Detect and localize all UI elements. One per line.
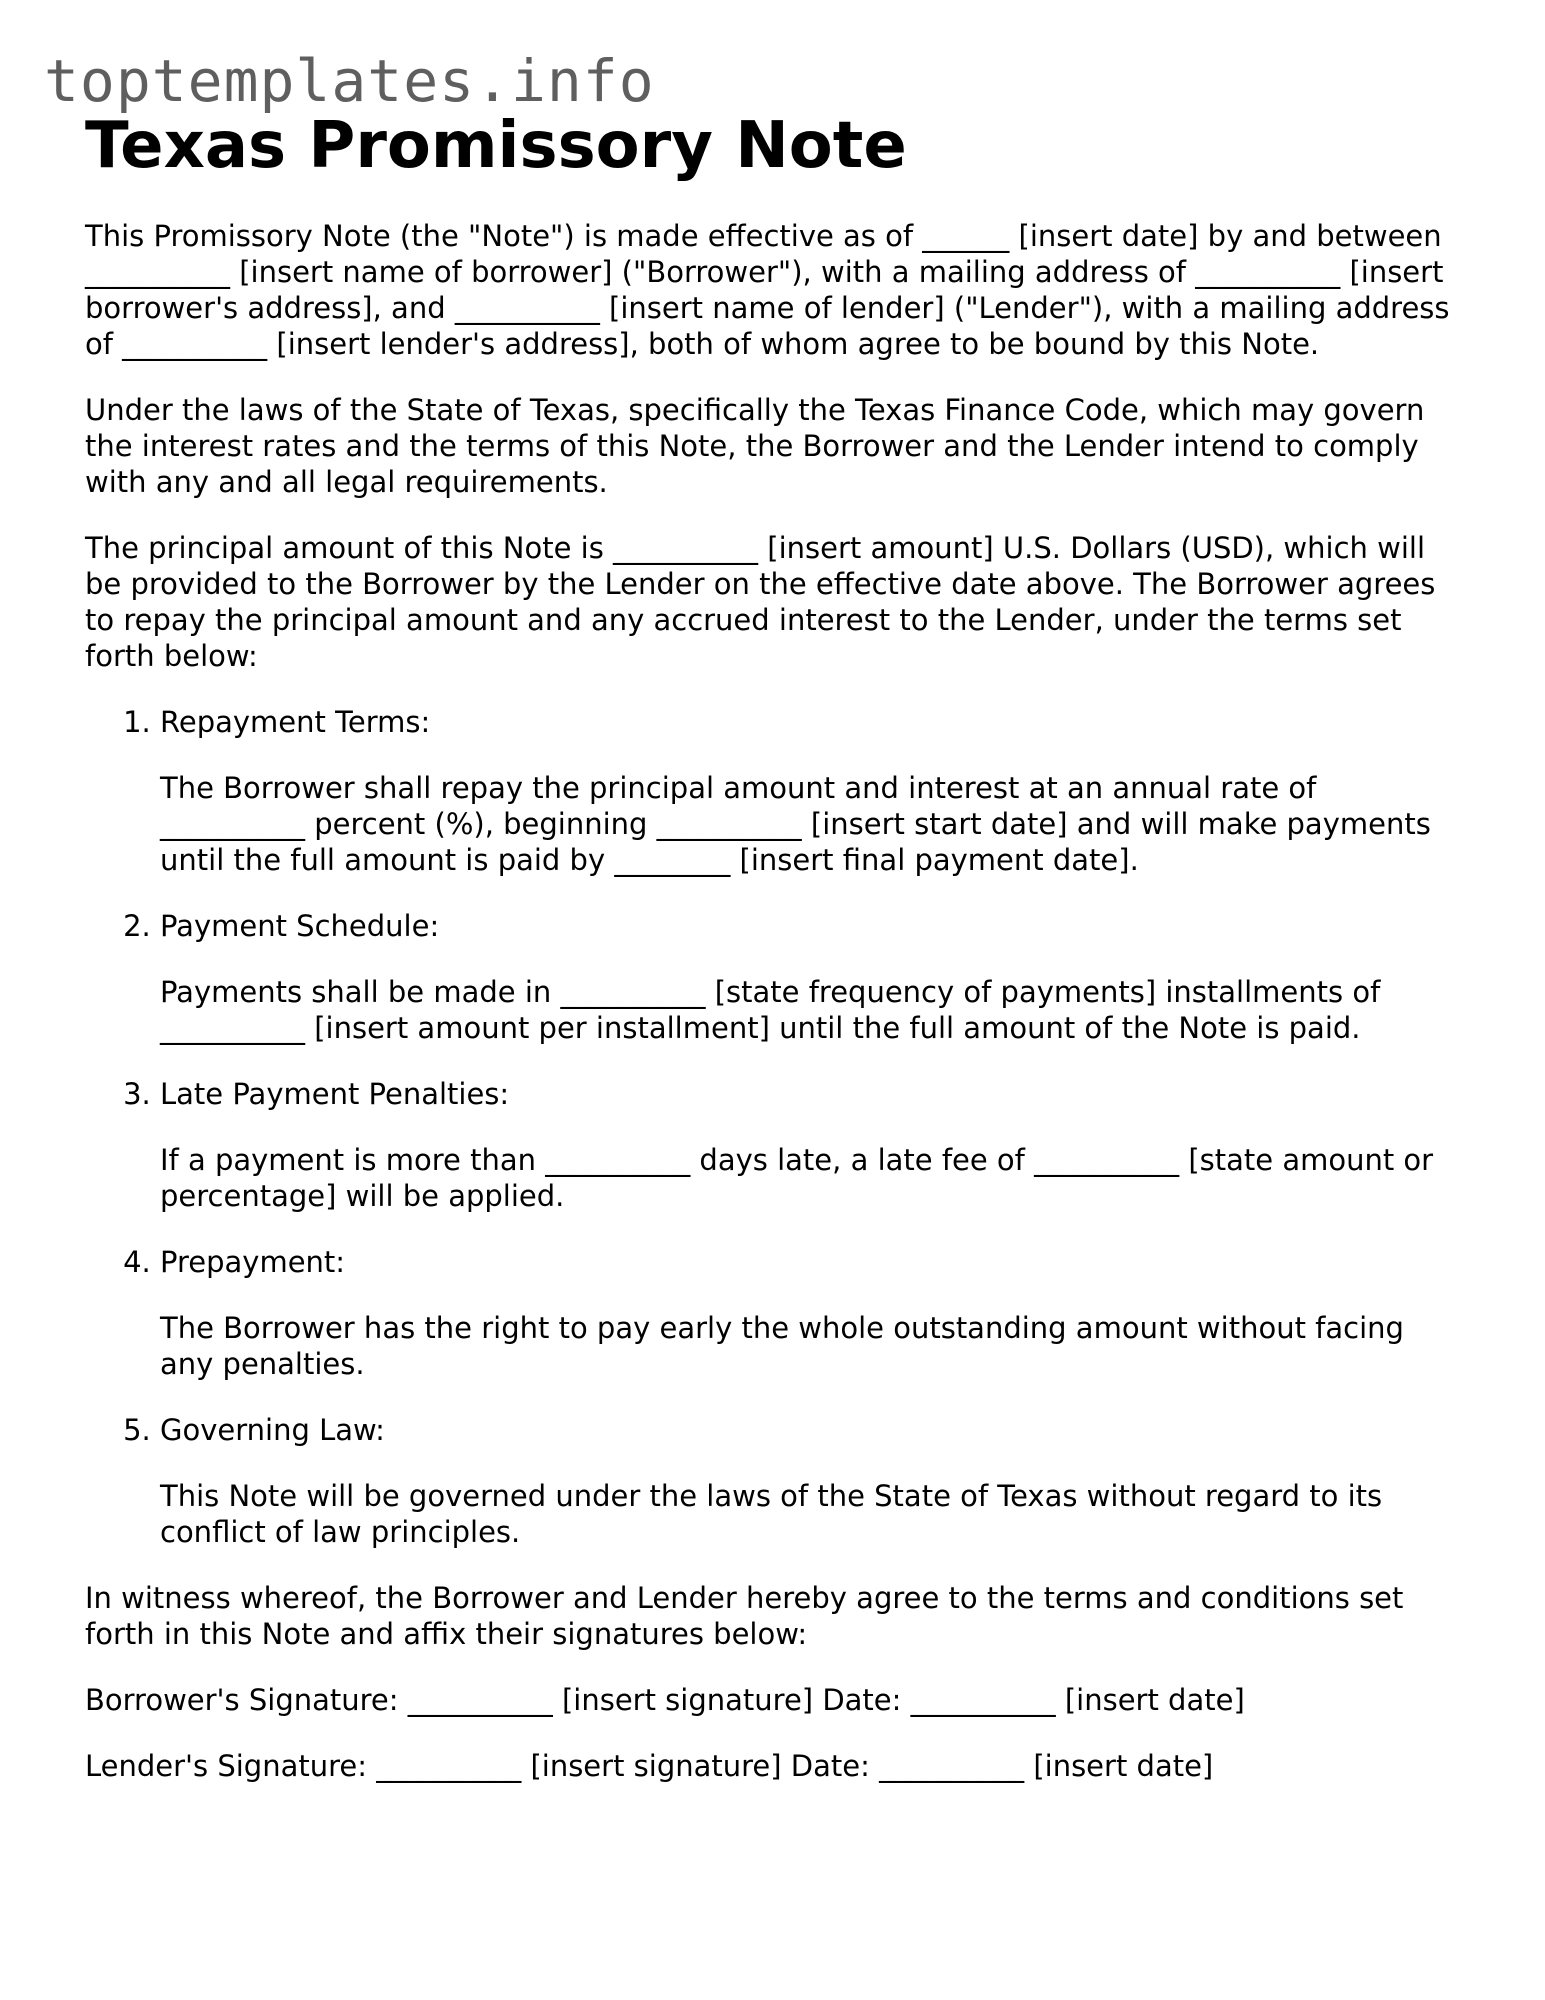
term-body: If a payment is more than __________ days late, a late fee of __________ [state amount or percentage] will be applied. [160, 1143, 1434, 1213]
borrower-signature-line: Borrower's Signature: __________ [insert signature] Date: __________ [insert date] [85, 1683, 1245, 1717]
term-title: 4. Prepayment: [160, 1245, 346, 1279]
document-title: Texas Promissory Note [85, 109, 907, 183]
watermark: toptemplates.info [44, 47, 655, 115]
term-item-payment-schedule [160, 908, 1465, 1046]
closing-paragraph: In witness whereof, the Borrower and Lender hereby agree to the terms and conditions set forth in this Note and affix their signatures below: [85, 1581, 1404, 1651]
term-title: 2. Payment Schedule: [160, 909, 440, 943]
term-item-prepayment [160, 1244, 1465, 1382]
document [85, 108, 1465, 1814]
intro-paragraph-principal: The principal amount of this Note is __________ [insert amount] U.S. Dollars (USD), which will be provided to the Borrower by the Lender on the effective date above. The Borrower agrees to repay the principal amount and any accrued interest to the Lender, under the terms set forth below: [85, 531, 1436, 673]
term-body: This Note will be governed under the laws of the State of Texas without regard to its conflict of law principles. [160, 1479, 1383, 1549]
term-item-repayment [160, 704, 1465, 878]
term-item-late-payment [160, 1076, 1465, 1214]
term-title: 1. Repayment Terms: [160, 705, 431, 739]
terms-list [85, 704, 1465, 1550]
intro-paragraph-parties: This Promissory Note (the "Note") is made effective as of ______ [insert date] by and between __________ [insert name of borrower] ("Borrower"), with a mailing address of __________ [insert borrower's address], and __________ [insert name of lender] ("Lender"), with a mailing address of __________ [insert lender's address], both of whom agree to be bound by this Note. [85, 219, 1450, 361]
term-body: The Borrower shall repay the principal amount and interest at an annual rate of __________ percent (%), beginning __________ [insert start date] and will make payments until the full amount is paid by ________ [insert final payment date]. [160, 771, 1431, 877]
term-title: 3. Late Payment Penalties: [160, 1077, 510, 1111]
term-body: The Borrower has the right to pay early the whole outstanding amount without facing any penalties. [160, 1311, 1404, 1381]
term-item-governing-law [160, 1412, 1465, 1550]
intro-paragraph-law: Under the laws of the State of Texas, specifically the Texas Finance Code, which may govern the interest rates and the terms of this Note, the Borrower and the Lender intend to comply with any and all legal requirements. [85, 393, 1425, 499]
lender-signature-line: Lender's Signature: __________ [insert signature] Date: __________ [insert date] [85, 1749, 1214, 1783]
term-body: Payments shall be made in __________ [state frequency of payments] installments of __________ [insert amount per installment] until the full amount of the Note is paid. [160, 975, 1381, 1045]
term-title: 5. Governing Law: [160, 1413, 385, 1447]
